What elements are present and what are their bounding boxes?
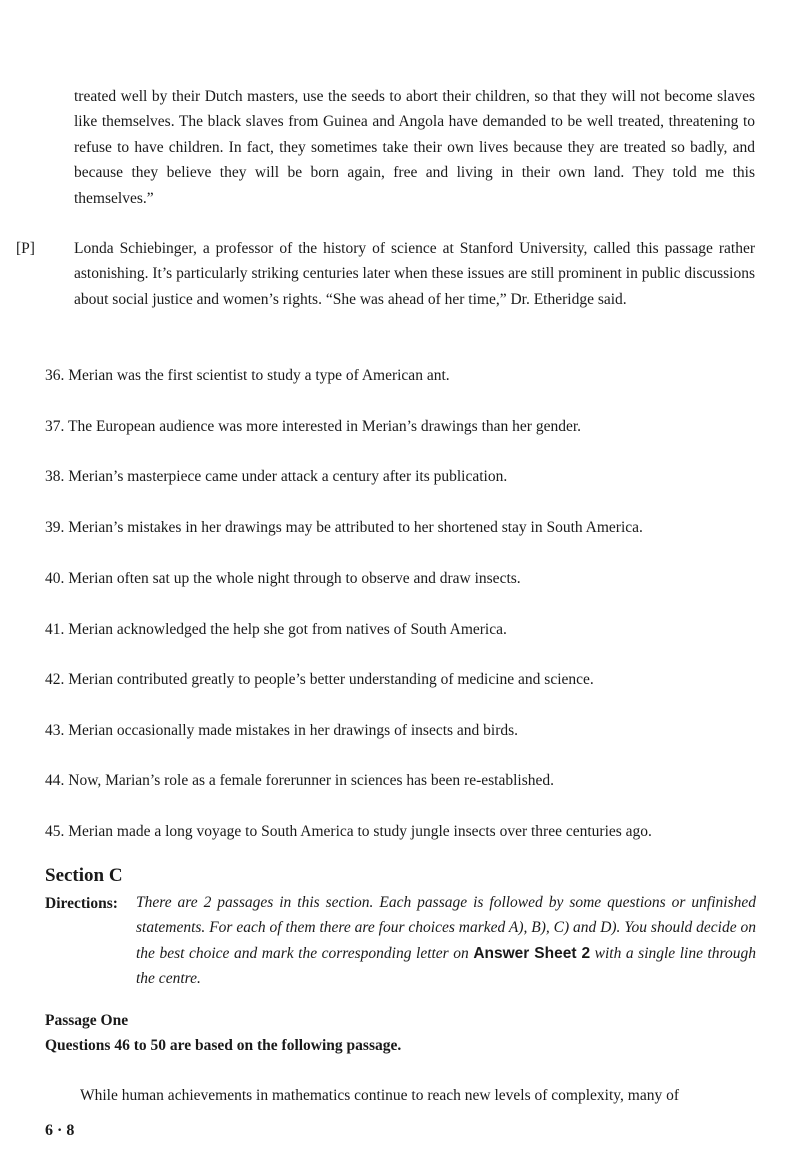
paragraph-p-text: Londa Schiebinger, a professor of the history of science at Stanford University, called this passage rather astonishing. It’s particularly striking centuries later when these issues are still prominent in public discussions about social justice and women’s rights. “She was ahead of her time,” Dr. Etheridge said.	[74, 240, 755, 308]
statement-40: 40. Merian often sat up the whole night through to observe and draw insects.	[45, 570, 521, 587]
statement-37: 37. The European audience was more interested in Merian’s drawings than her gender.	[45, 418, 582, 435]
statement-36: 36. Merian was the first scientist to study a type of American ant.	[45, 367, 450, 384]
passage-one-label: Passage One	[45, 1012, 129, 1029]
section-c-title: Section C	[45, 865, 123, 886]
statement-42: 42. Merian contributed greatly to people’s better understanding of medicine and science.	[45, 671, 594, 688]
statement-39: 39. Merian’s mistakes in her drawings may be attributed to her shortened stay in South America.	[45, 519, 643, 536]
paragraph-p	[16, 236, 755, 312]
directions-text-part-2: with a single line through the centre.	[136, 944, 757, 988]
paragraph-tag: [P]	[16, 240, 35, 257]
passage-one-first-line: While human achievements in mathematics continue to reach new levels of complexity, many of	[80, 1087, 679, 1104]
directions-text-part-1: There are 2 passages in this section. Each passage is followed by some questions or unfinished statements. For each of them there are four choices marked A), B), C) and D). You should decide on the best choice and mark the corresponding letter on	[136, 894, 756, 962]
statement-44: 44. Now, Marian’s role as a female forerunner in sciences has been re-established.	[45, 772, 555, 789]
statement-45: 45. Merian made a long voyage to South America to study jungle insects over three centuries ago.	[45, 823, 652, 840]
answer-sheet-label: Answer Sheet 2	[473, 944, 591, 962]
statement-43: 43. Merian occasionally made mistakes in her drawings of insects and birds.	[45, 722, 519, 739]
passage-continuation: treated well by their Dutch masters, use the seeds to abort their children, so that they will not become slaves like themselves. The black slaves from Guinea and Angola have demanded to be well treated, threatening to refuse to have children. In fact, they sometimes take their own lives because they are treated so badly, and because they believe they will be born again, free and living in their own land. They told me this themselves.”	[74, 88, 755, 207]
directions-label: Directions:	[45, 895, 118, 912]
questions-range-label: Questions 46 to 50 are based on the following passage.	[45, 1037, 402, 1054]
statement-38: 38. Merian’s masterpiece came under attack a century after its publication.	[45, 468, 508, 485]
page-number: 6 · 8	[45, 1122, 75, 1139]
directions-text	[136, 890, 756, 992]
statement-41: 41. Merian acknowledged the help she got from natives of South America.	[45, 621, 507, 638]
